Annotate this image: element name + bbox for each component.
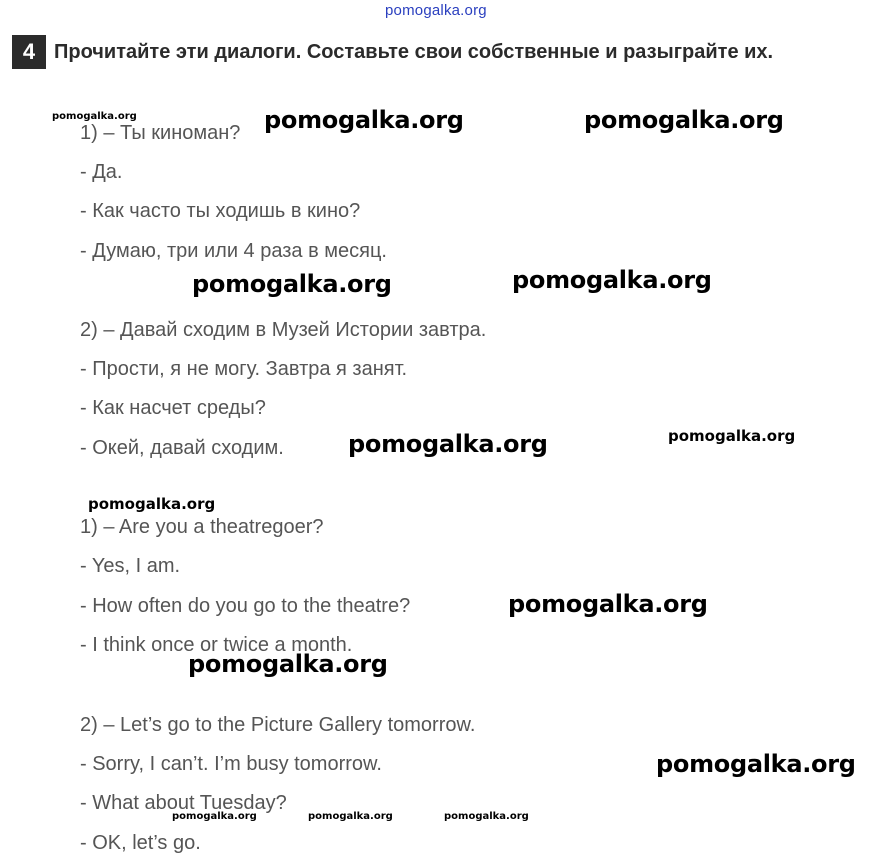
dialogue-ru-1-line-2: - Да. [80,161,123,183]
top-watermark: pomogalka.org [385,2,487,19]
dialogue-en-1-line-1: 1) – Are you a theatregoer? [80,516,324,538]
watermark: pomogalka.org [52,111,137,122]
watermark: pomogalka.org [508,590,708,618]
watermark: pomogalka.org [188,650,388,678]
dialogue-ru-2-line-1: 2) – Давай сходим в Музей Истории завтра. [80,319,487,341]
watermark: pomogalka.org [584,106,784,134]
dialogue-ru-2-line-3: - Как насчет среды? [80,397,266,419]
dialogue-en-2-line-1: 2) – Let’s go to the Picture Gallery tomorrow. [80,714,476,736]
watermark: pomogalka.org [444,811,529,822]
watermark: pomogalka.org [172,811,257,822]
watermark: pomogalka.org [264,106,464,134]
watermark: pomogalka.org [348,430,548,458]
dialogue-en-1-line-4: - I think once or twice a month. [80,634,353,656]
dialogue-ru-2-line-2: - Прости, я не могу. Завтра я занят. [80,358,408,380]
dialogue-ru-1-line-1: 1) – Ты киноман? [80,122,241,144]
dialogue-en-1-line-2: - Yes, I am. [80,555,181,577]
task-number-badge: 4 [12,35,46,69]
watermark: pomogalka.org [668,427,796,445]
dialogue-ru-1-line-3: - Как часто ты ходишь в кино? [80,200,361,222]
dialogue-en-1-line-3: - How often do you go to the theatre? [80,595,411,617]
dialogue-en-2-line-3: - What about Tuesday? [80,792,287,814]
watermark: pomogalka.org [192,270,392,298]
watermark: pomogalka.org [308,811,393,822]
watermark: pomogalka.org [88,495,216,513]
watermark: pomogalka.org [656,750,856,778]
watermark: pomogalka.org [512,266,712,294]
dialogue-ru-1-line-4: - Думаю, три или 4 раза в месяц. [80,240,387,262]
dialogue-en-2-line-4: - OK, let’s go. [80,832,201,854]
dialogue-en-2-line-2: - Sorry, I can’t. I’m busy tomorrow. [80,753,382,775]
dialogue-ru-2-line-4: - Окей, давай сходим. [80,437,284,459]
task-title: Прочитайте эти диалоги. Составьте свои собственные и разыграйте их. [54,41,774,63]
